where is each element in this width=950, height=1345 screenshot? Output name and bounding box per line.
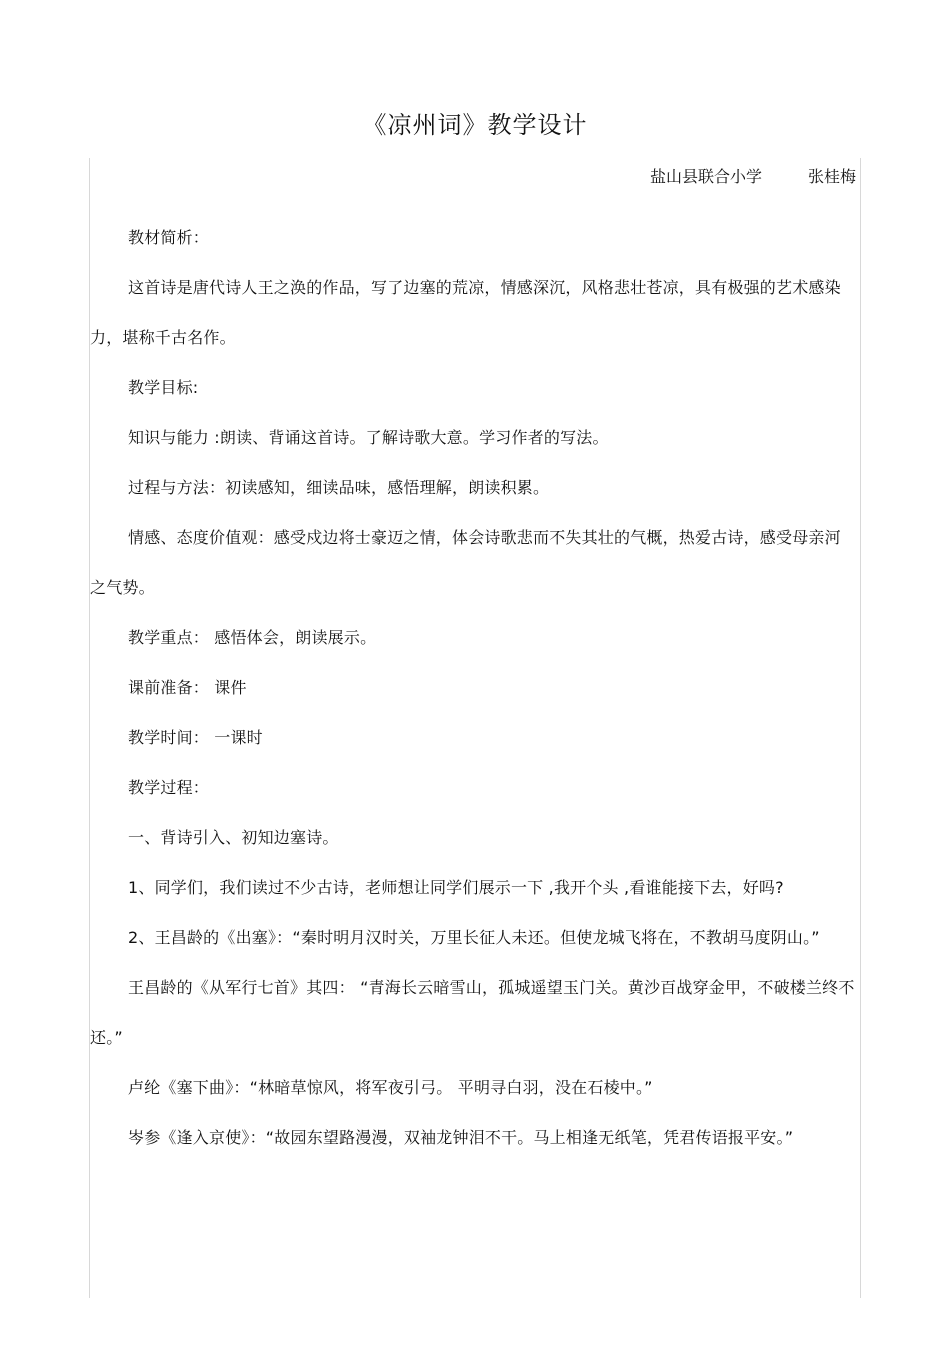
paragraph-poem-congjunxing: 王昌龄的《从军行七首》其四： “青海长云暗雪山，孤城遥望玉门关。黄沙百战穿金甲，不破楼兰终不还。” — [90, 978, 855, 1047]
paragraph-goal-knowledge: 知识与能力 :朗读、背诵这首诗。了解诗歌大意。学习作者的写法。 — [128, 428, 609, 447]
paragraph-key-point: 教学重点： 感悟体会，朗读展示。 — [128, 628, 377, 647]
paragraph-step-one: 一、背诗引入、初知边塞诗。 — [128, 828, 339, 847]
paragraph-material-analysis: 这首诗是唐代诗人王之涣的作品，写了边塞的荒凉，情感深沉，风格悲壮苍凉，具有极强的艺术感染力，堪称千古名作。 — [90, 278, 841, 347]
author-school: 盐山县联合小学 — [649, 167, 762, 186]
author-line — [650, 164, 856, 190]
paragraph-preparation: 课前准备： 课件 — [128, 678, 247, 697]
paragraph-goal-emotion: 情感、态度价值观：感受戍边将士豪迈之情，体会诗歌悲而不失其壮的气概，热爱古诗，感受母亲河之气势。 — [90, 528, 841, 597]
paragraph-teaching-time: 教学时间： 一课时 — [128, 728, 263, 747]
paragraph-poem-fengrujingshi: 岑参《逢入京使》：“故园东望路漫漫，双袖龙钟泪不干。马上相逢无纸笔，凭君传语报平安。” — [128, 1128, 794, 1147]
section-heading-process: 教学过程： — [128, 778, 210, 797]
section-heading-goals: 教学目标: — [128, 378, 199, 397]
paragraph-step-one-item-1: 1、同学们，我们读过不少古诗，老师想让同学们展示一下 ,我开个头 ,看谁能接下去，好吗? — [128, 878, 784, 897]
paragraph-goal-process: 过程与方法：初读感知，细读品味，感悟理解，朗读积累。 — [128, 478, 550, 497]
page-title: 《凉州词》教学设计 — [362, 111, 588, 139]
paragraph-poem-saixiaqu: 卢纶《塞下曲》：“林暗草惊风，将军夜引弓。 平明寻白羽，没在石棱中。” — [128, 1078, 653, 1097]
paragraph-step-one-item-2: 2、王昌龄的《出塞》：“秦时明月汉时关，万里长征人未还。但使龙城飞将在，不教胡马度阴山。” — [128, 928, 820, 947]
right-margin-rule — [860, 158, 861, 1298]
document-body — [90, 213, 855, 1163]
section-heading-material: 教材简析： — [128, 228, 210, 247]
author-name: 张桂梅 — [807, 167, 856, 186]
